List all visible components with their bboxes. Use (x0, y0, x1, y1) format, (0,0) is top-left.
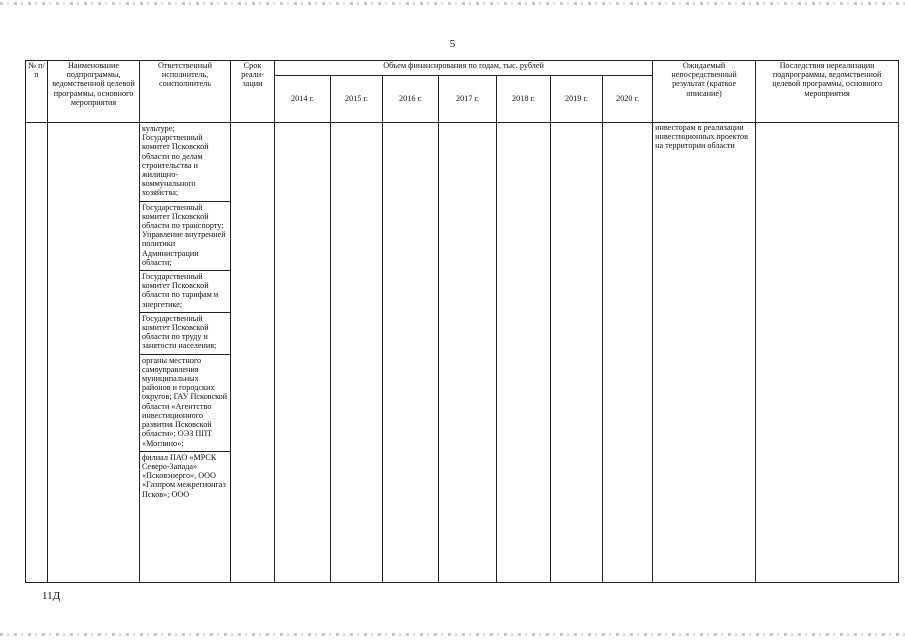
table-row (26, 123, 899, 583)
page-number: 5 (449, 38, 456, 50)
header-funding: Объем финансирования по годам, тыс. рублей (275, 61, 653, 76)
cell-term (231, 123, 275, 583)
header-year-2015: 2015 г. (331, 76, 383, 123)
cell-2018 (497, 123, 551, 583)
header-year-2019: 2019 г. (551, 76, 603, 123)
cell-2014 (275, 123, 331, 583)
cell-name (48, 123, 140, 583)
header-name: Наименование подпрограммы, ведомственной целевой программы, основного мероприятия (48, 61, 140, 123)
cell-2015 (331, 123, 383, 583)
cell-2016 (383, 123, 439, 583)
cell-num (26, 123, 48, 583)
cell-2017 (439, 123, 497, 583)
executor-block: органы местного самоуправления муниципальных районов и городских округов; ГАУ Псковской области «Агентство инвестиционного развития Псковской области»; ОЭЗ ППТ «Моглино»; (140, 355, 230, 452)
header-year-2017: 2017 г. (439, 76, 497, 123)
header-year-2018: 2018 г. (497, 76, 551, 123)
cell-2019 (551, 123, 603, 583)
scan-bottom-edge (0, 633, 905, 636)
executor-block: Государственный комитет Псковской области по транспорту; Управление внутренней политики Администрации области; (140, 202, 230, 271)
executor-block: филиал ПАО «МРСК Северо-Запада» «Псковэнерго», ООО «Газпром межрегионгаз Псков»; ООО (142, 452, 226, 499)
cell-2020 (603, 123, 653, 583)
footer-code: 11Д (42, 590, 61, 602)
cell-executors (140, 123, 231, 583)
header-executor: Ответственный исполнитель, соисполнитель (140, 61, 231, 123)
executor-block: Государственный комитет Псковской области по труду и занятости населения; (140, 313, 230, 355)
header-year-2014: 2014 г. (275, 76, 331, 123)
header-term: Срок реали-зации (231, 61, 275, 123)
program-table (25, 60, 899, 583)
header-year-2020: 2020 г. (603, 76, 653, 123)
header-result: Ожидаемый непосредственный результат (краткое описание) (653, 61, 756, 123)
cell-result: инвесторам в реализации инвестиционных проектов на территории области (653, 123, 756, 583)
header-year-2016: 2016 г. (383, 76, 439, 123)
executor-block: Государственный комитет Псковской области по тарифам и энергетике; (140, 271, 230, 313)
executor-block: культуре; Государственный комитет Псковской области по делам строительства и жилищно-коммунального хозяйства; (140, 123, 230, 202)
header-num: № п/п (26, 61, 48, 123)
scan-top-edge (0, 2, 905, 5)
header-consequences: Последствия нереализации подпрограммы, ведомственной целевой программы, основного мероприятия (756, 61, 899, 123)
cell-consequences (756, 123, 899, 583)
